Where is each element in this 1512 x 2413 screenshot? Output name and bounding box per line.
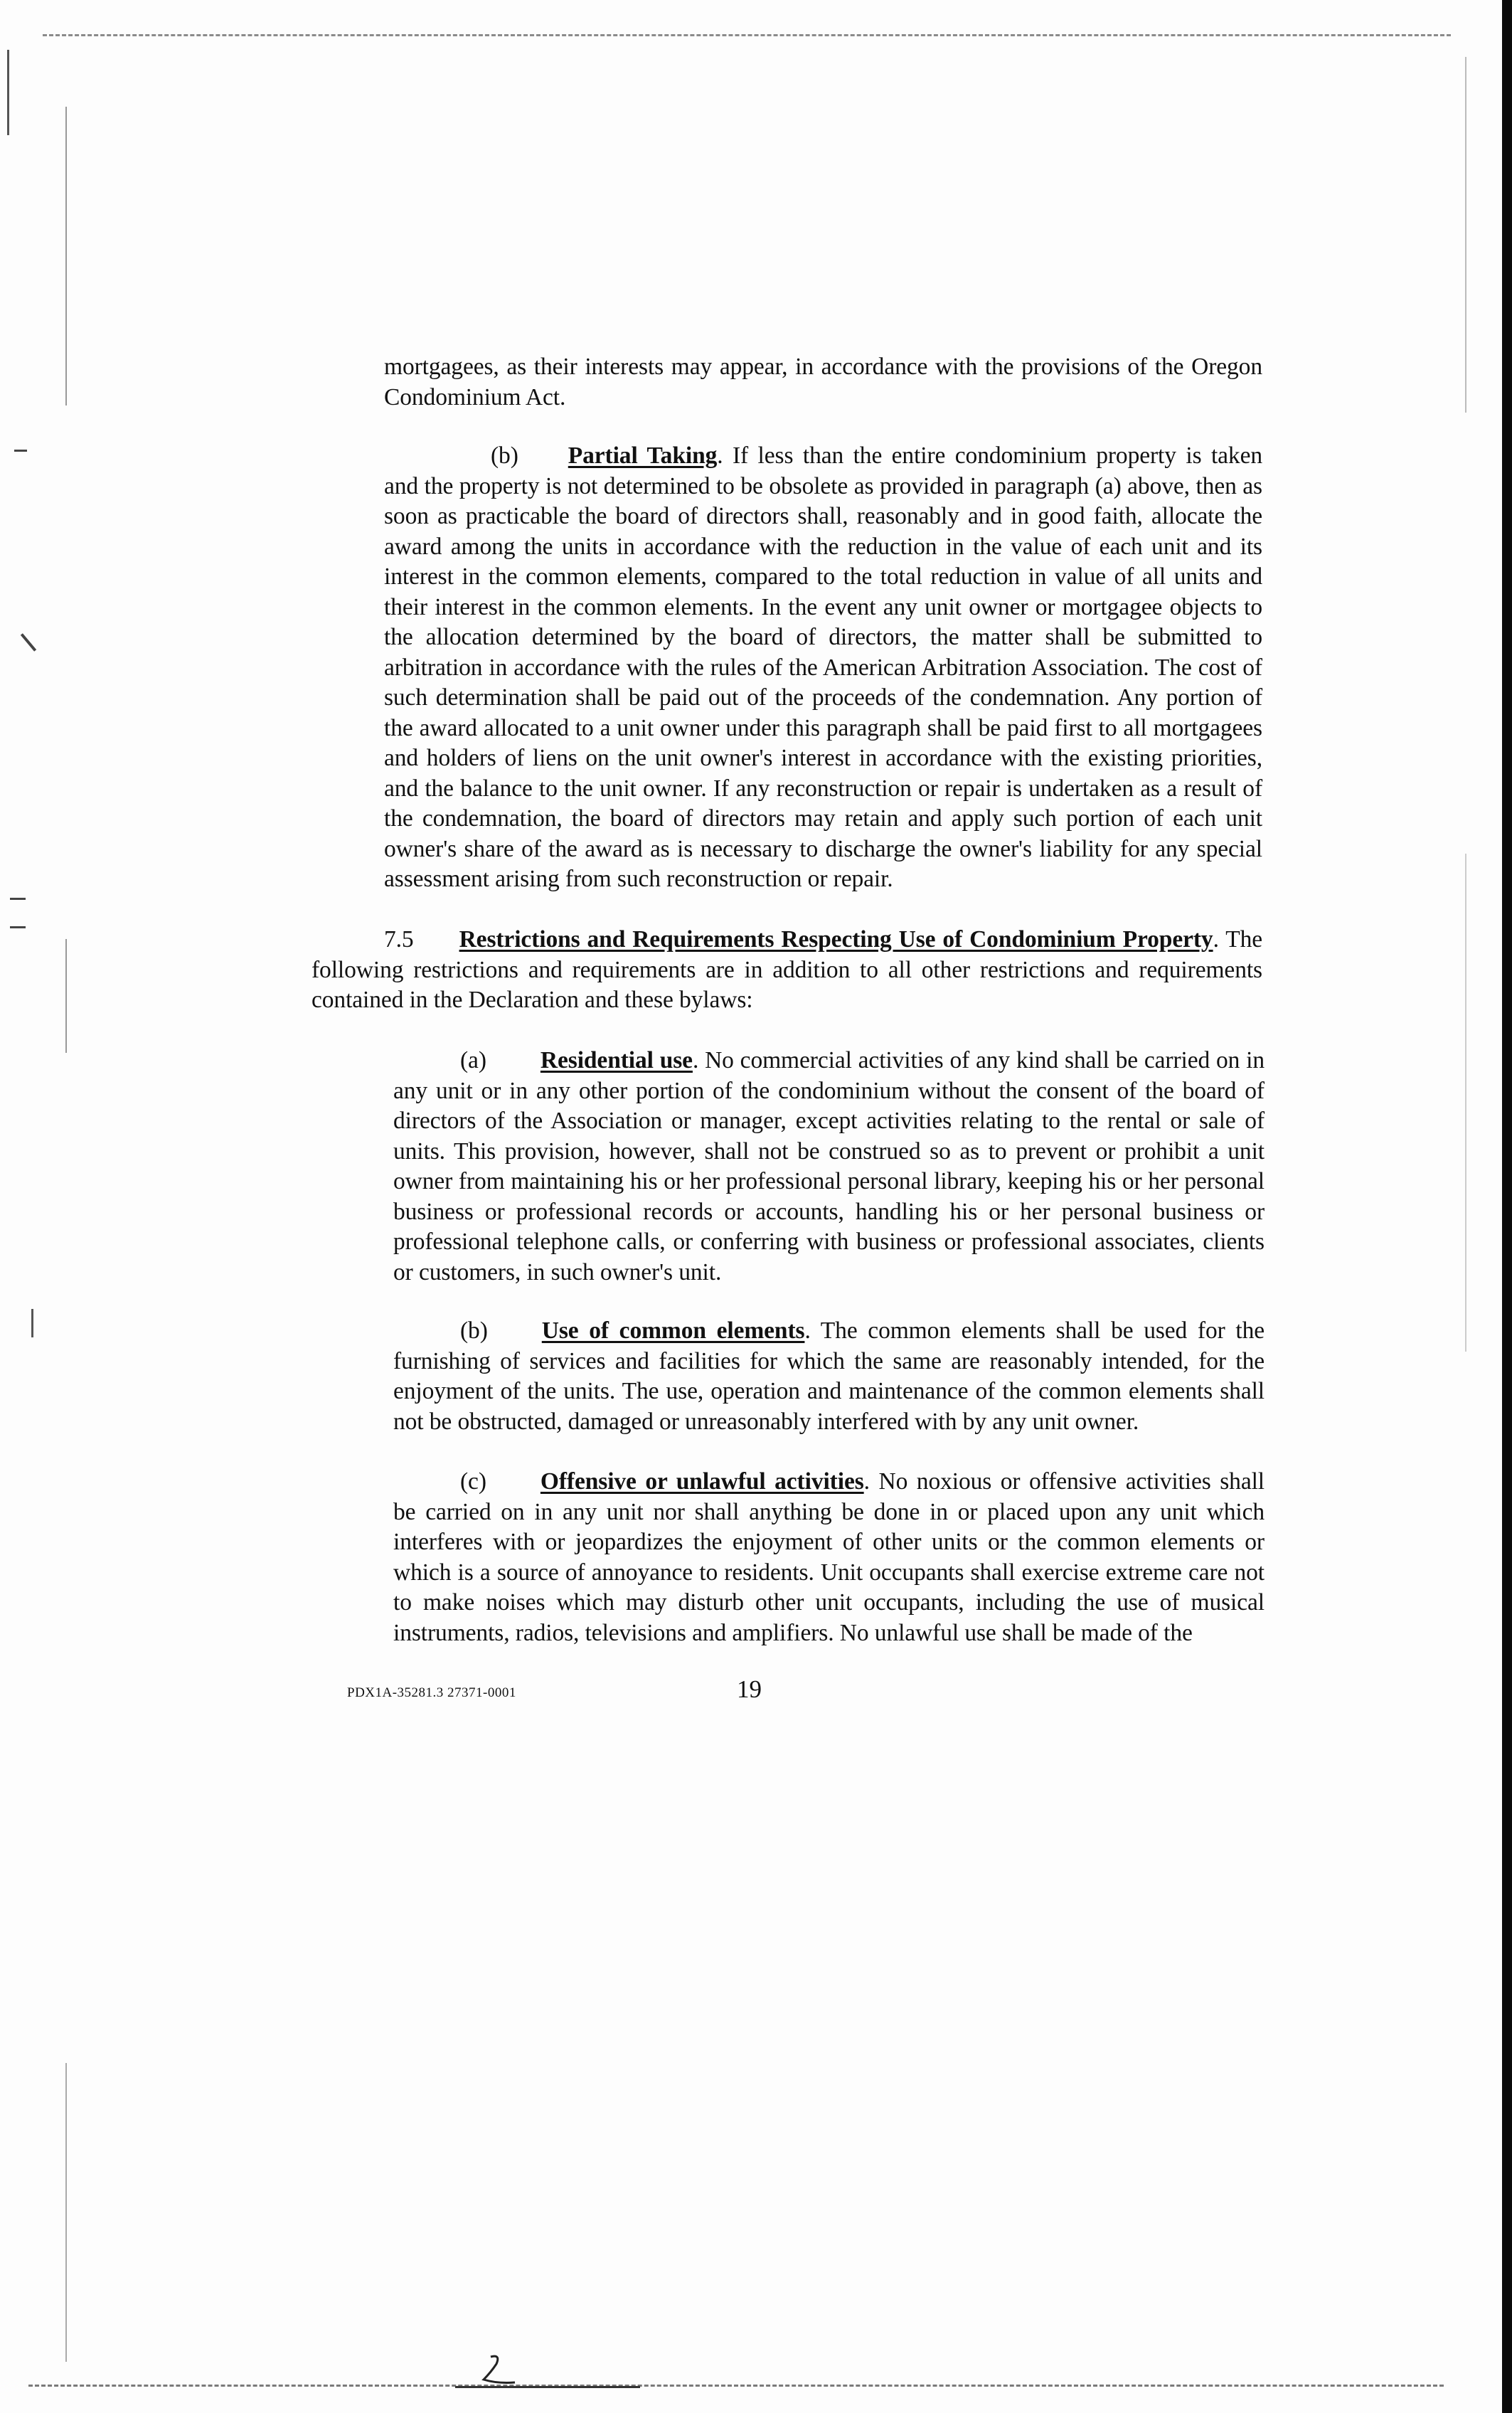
section-7-5-heading: Restrictions and Requirements Respecting Use of Condominium Property xyxy=(459,926,1213,953)
residential-use-label: (a) xyxy=(460,1047,486,1073)
common-elements-heading: Use of common elements xyxy=(541,1317,805,1344)
intro-text: mortgagees, as their interests may appear, in accordance with the provisions of the Oregon Condominium Act. xyxy=(384,354,1262,410)
scan-left-mark xyxy=(65,2063,67,2362)
scan-right-mark xyxy=(1465,57,1466,413)
common-elements-section xyxy=(393,1316,1265,1437)
section-7-5 xyxy=(312,925,1262,1016)
partial-taking-heading: Partial Taking xyxy=(568,442,718,469)
scan-bottom-edge xyxy=(28,2385,1444,2387)
handwritten-mark xyxy=(477,2351,519,2387)
partial-taking-text: . If less than the entire condominium property is taken and the property is not determined to be obsolete as provided in paragraph (a) above, then as soon as practicable the board of directors shall, reasonably and in good faith, allocate the award among the units in accordance with the reduction in the value of each unit and its interest in the common elements, compared to the total reduction in value of all units and their interest in the common elements. In the event any unit owner or mortgagee objects to the allocation determined by the board of directors, the matter shall be submitted to arbitration in accordance with the rules of the American Arbitration Association. The cost of such determination shall be paid out of the proceeds of the condemnation. Any portion of the award allocated to a unit owner under this paragraph shall be paid first to all mortgagees and holders of liens on the unit owner's interest in accordance with the existing priorities, and the balance to the unit owner. If any reconstruction or repair is undertaken as a result of the condemnation, the board of directors may retain and apply such portion of each unit owner's share of the award as is necessary to discharge the owner's liability for any special assessment arising from such reconstruction or repair. xyxy=(384,442,1263,892)
scan-speck xyxy=(10,926,26,928)
scan-left-mark xyxy=(65,107,67,405)
scan-speck xyxy=(21,633,36,652)
offensive-activities-heading: Offensive or unlawful activities xyxy=(540,1468,864,1495)
page-number: 19 xyxy=(737,1675,762,1703)
scan-left-mark xyxy=(65,939,67,1053)
document-id: PDX1A-35281.3 27371-0001 xyxy=(347,1685,516,1700)
offensive-activities-label: (c) xyxy=(460,1468,486,1495)
scan-left-mark xyxy=(31,1309,33,1337)
partial-taking-section xyxy=(384,441,1262,895)
partial-taking-label: (b) xyxy=(491,442,518,469)
scan-speck xyxy=(10,898,26,900)
common-elements-label: (b) xyxy=(460,1317,488,1344)
offensive-activities-section xyxy=(393,1467,1265,1648)
residential-use-section xyxy=(393,1046,1265,1288)
intro-paragraph xyxy=(384,352,1262,413)
residential-use-heading: Residential use xyxy=(540,1047,693,1073)
residential-use-text: . No commercial activities of any kind shall be carried on in any unit or in any other portion of the condominium without the consent of the board of directors of the Association or manager, except activities relating to the rental or sale of units. This provision, however, shall not be construed so as to prevent or prohibit a unit owner from maintaining his or her professional personal library, keeping his or her personal business or professional records or accounts, handling his or her personal business or professional telephone calls, or conferring with business or professional associates, clients or customers, in such owner's unit. xyxy=(393,1047,1265,1285)
scan-left-mark xyxy=(7,50,9,135)
section-7-5-number: 7.5 xyxy=(384,926,414,953)
scan-right-mark xyxy=(1465,854,1466,1352)
offensive-activities-text: . No noxious or offensive activities shall be carried on in any unit nor shall anything be done in or placed upon any unit which interferes with or jeopardizes the enjoyment of other units or the common elements or which is a source of annoyance to residents. Unit occupants shall exercise extreme care not to make noises which may disturb other unit occupants, including the use of musical instruments, radios, televisions and amplifiers. No unlawful use shall be made of the xyxy=(393,1468,1265,1646)
common-elements-text: . The common elements shall be used for the furnishing of services and facilities for which the same are reasonably intended, for the enjoyment of the units. The use, operation and maintenance of the common elements shall not be obstructed, damaged or unreasonably interfered with by any unit owner. xyxy=(393,1317,1265,1435)
scan-top-edge xyxy=(43,34,1451,36)
scan-right-border xyxy=(1502,0,1512,2413)
section-7-5-text: . The following restrictions and requirements are in addition to all other restrictions and requirements contained in the Declaration and these bylaws: xyxy=(312,926,1263,1013)
scan-speck xyxy=(14,450,27,452)
